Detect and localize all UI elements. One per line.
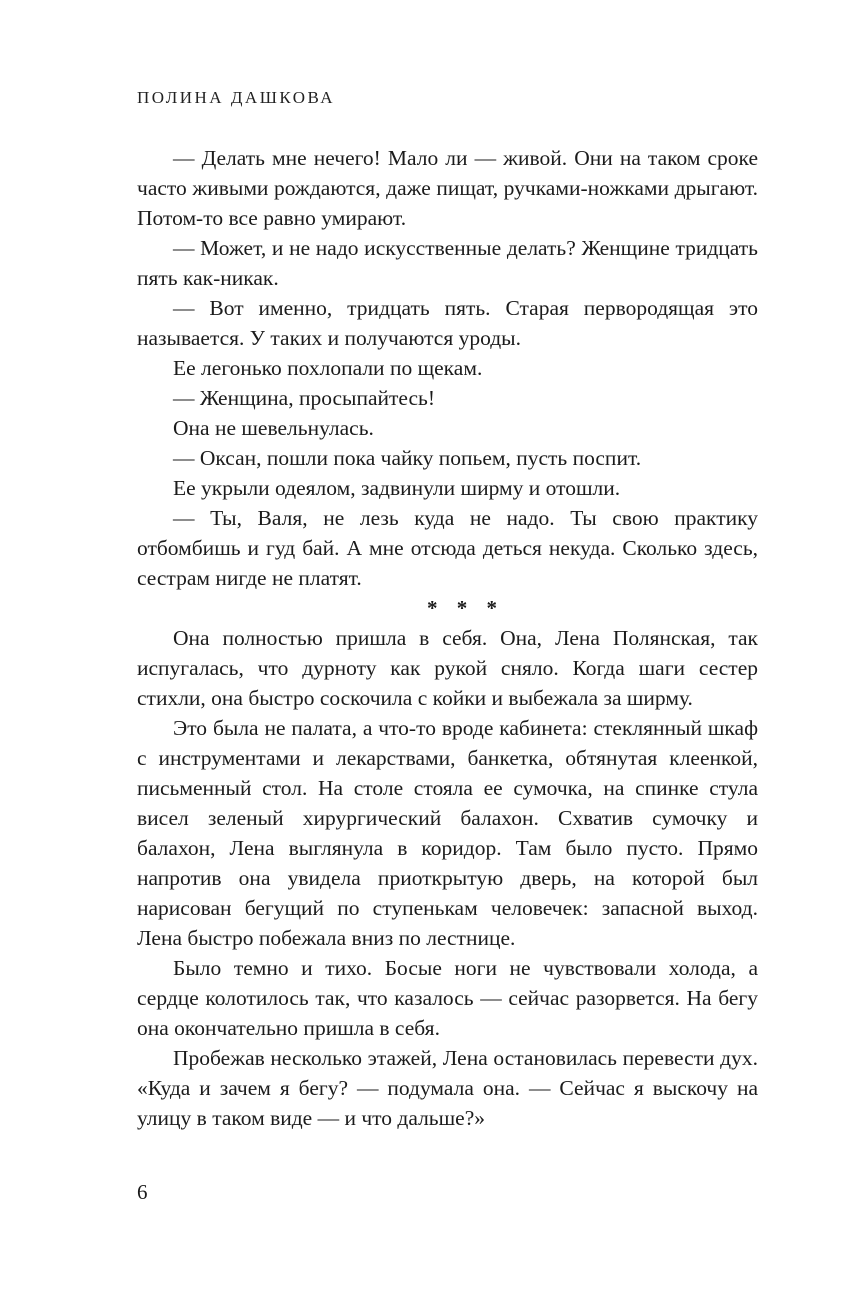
section-divider: * * *: [427, 596, 504, 620]
paragraph: Это была не палата, а что-то вроде кабинета: стеклянный шкаф с инструментами и лекарствами, банкетка, обтянутая клеенкой, письменный стол. На столе стояла ее сумочка, на спинке стула висел зеленый хирургический балахон. Схватив сумочку и балахон, Лена выглянула в коридор. Там было пусто. Прямо напротив она увидела приоткрытую дверь, на которой был нарисован бегущий по ступенькам человечек: запасной выход. Лена быстро побежала вниз по лестнице.: [137, 716, 758, 950]
paragraph: Ее укрыли одеялом, задвинули ширму и отошли.: [173, 476, 621, 500]
paragraph: — Оксан, пошли пока чайку попьем, пусть поспит.: [173, 446, 642, 470]
paragraph: Ее легонько похлопали по щекам.: [173, 356, 483, 380]
text-section-2: [137, 623, 758, 1133]
text-block: [137, 143, 758, 1133]
page-number: 6: [137, 1180, 148, 1204]
paragraph: — Ты, Валя, не лезь куда не надо. Ты свою практику отбомбишь и гуд бай. А мне отсюда деться некуда. Сколько здесь, сестрам нигде не платят.: [137, 506, 758, 590]
paragraph: Она не шевельнулась.: [173, 416, 374, 440]
paragraph: — Вот именно, тридцать пять. Старая первородящая это называется. У таких и получаются уроды.: [137, 296, 758, 350]
paragraph: — Женщина, просыпайтесь!: [173, 386, 436, 410]
paragraph: Пробежав несколько этажей, Лена остановилась перевести дух. «Куда и зачем я бегу? — подумала она. — Сейчас я выскочу на улицу в таком виде — и что дальше?»: [137, 1046, 758, 1130]
paragraph: Было темно и тихо. Босые ноги не чувствовали холода, а сердце колотилось так, что казалось — сейчас разорвется. На бегу она окончательно пришла в себя.: [137, 956, 758, 1040]
paragraph: — Может, и не надо искусственные делать? Женщине тридцать пять как-никак.: [137, 236, 758, 290]
paragraph: — Делать мне нечего! Мало ли — живой. Они на таком сроке часто живыми рождаются, даже пищат, ручками-ножками дрыгают. Потом-то все равно умирают.: [137, 146, 758, 230]
paragraph: Она полностью пришла в себя. Она, Лена Полянская, так испугалась, что дурноту как рукой сняло. Когда шаги сестер стихли, она быстро соскочила с койки и выбежала за ширму.: [137, 626, 758, 710]
text-section-1: [137, 143, 758, 593]
running-header-author: ПОЛИНА ДАШКОВА: [137, 88, 336, 107]
